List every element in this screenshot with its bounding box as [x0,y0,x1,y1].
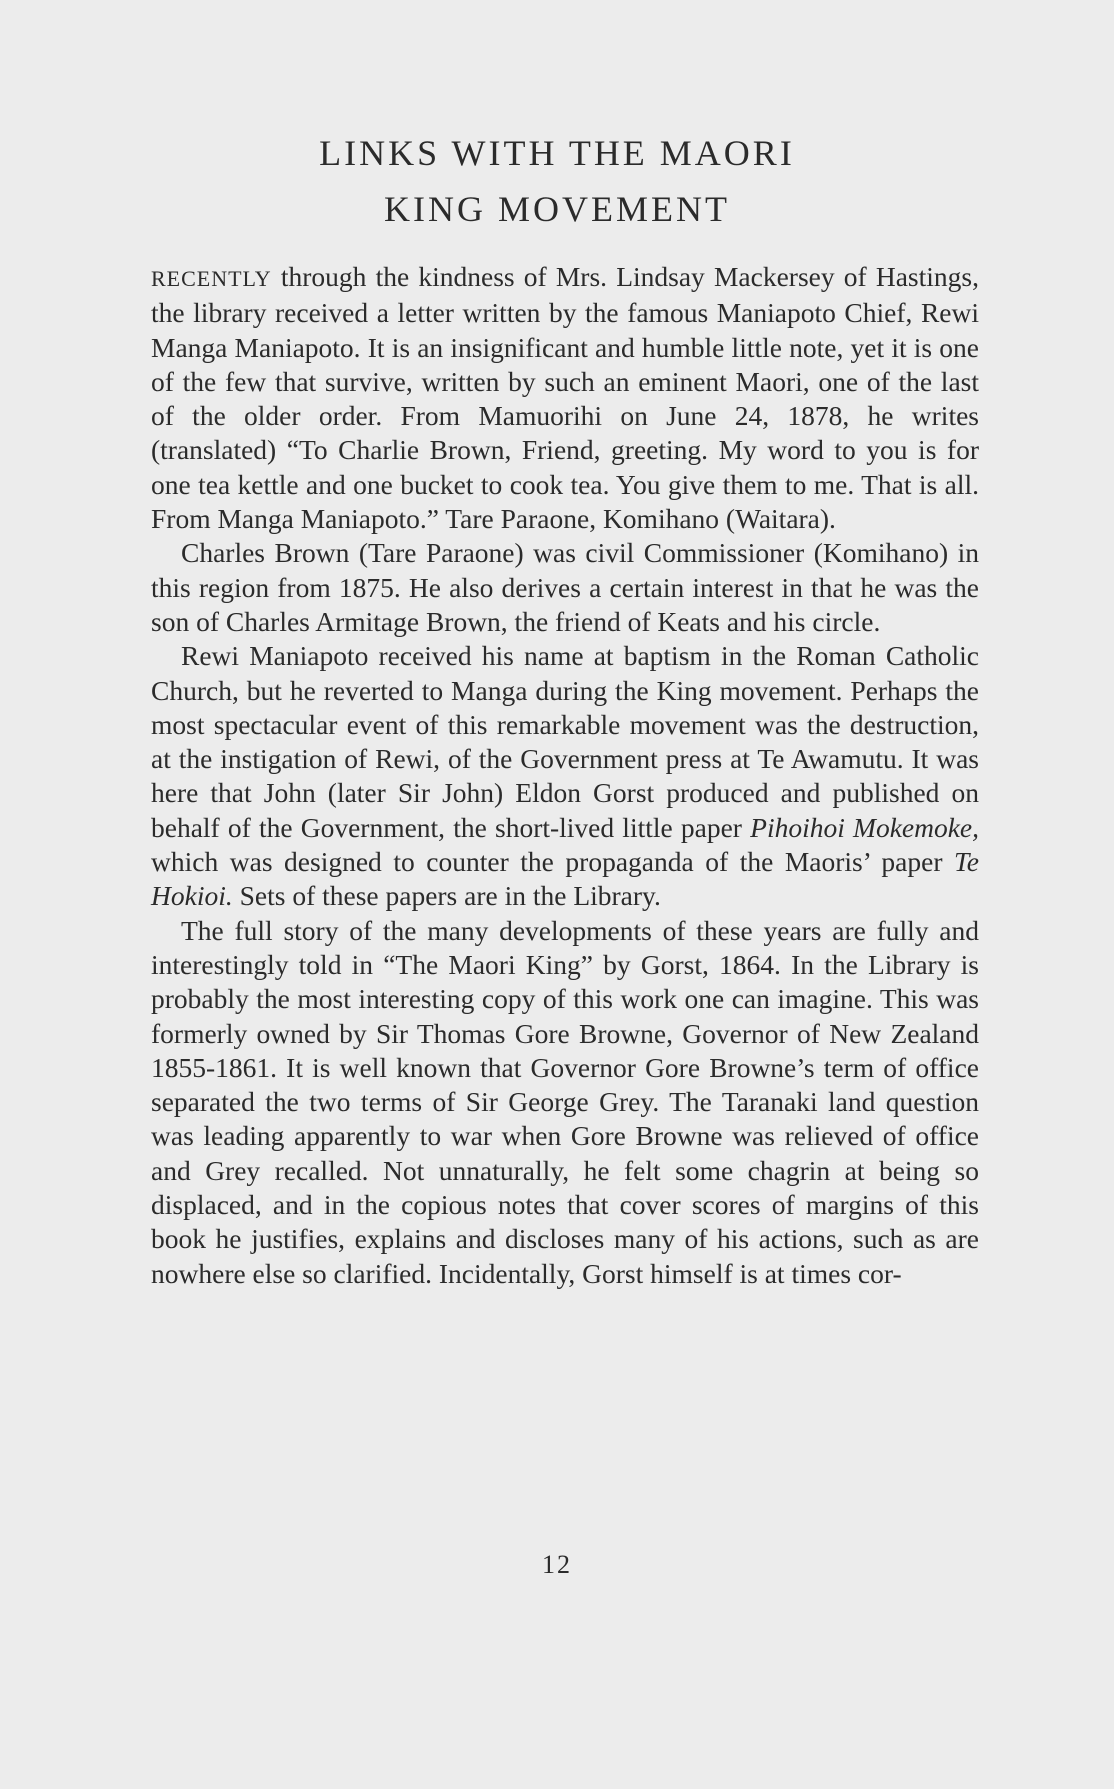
paragraph-3-text-a: Rewi Maniapoto received his name at baptism in the Roman Catholic Church, but he reverted to Manga during the King movement. Perhaps the most spectacular event of this remarkable movement was the destruction, at the instigation of Rewi, of the Government press at Te Awamutu. It was here that John (later Sir John) Eldon Gorst produced and published on behalf of the Government, the short-lived little paper [151,640,979,843]
page-number: 12 [542,1550,572,1579]
paragraph-2-text: Charles Brown (Tare Paraone) was civil Commissioner (Komihano) in this region from 1875. He also derives a certain interest in that he was the son of Charles Armitage Brown, the friend of Keats and his circle. [151,537,979,637]
paragraph-3-text-b: which was designed to counter the propaganda of the Maoris’ paper [151,846,955,878]
article-body [151,260,979,1291]
paper-title-te-hokioi: Te Hokioi. [151,846,979,912]
article-title-line-1: LINKS WITH THE MAORI [319,133,795,173]
paragraph-3 [151,639,979,913]
paragraph-4-text: The full story of the many developments of these years are fully and interestingly told in “The Maori King” by Gorst, 1864. In the Library is probably the most interesting copy of this work one can imagine. This was formerly owned by Sir Thomas Gore Browne, Governor of New Zealand 1855-1861. It is well known that Governor Gore Browne’s term of office separated the two terms of Sir George Grey. The Taranaki land question was leading apparently to war when Gore Browne was relieved of office and Grey recalled. Not unnaturally, he felt some chagrin at being so displaced, and in the copious notes that cover scores of margins of this book he justifies, explains and discloses many of his actions, such as are nowhere else so clarified. Incidentally, Gorst himself is at times cor- [151,914,979,1289]
paragraph-2 [151,536,979,639]
paragraph-3-text-c: Sets of these papers are in the Library. [232,880,661,912]
paragraph-1-text: through the kindness of Mrs. Lindsay Mackersey of Hastings, the library received a letter written by the famous Maniapoto Chief, Rewi Manga Maniapoto. It is an insignificant and humble little note, yet it is one of the few that survive, written by such an eminent Maori, one of the last of the older order. From Mamuorihi on June 24, 1878, he writes (translated) “To Charlie Brown, Friend, greeting. My word to you is for one tea kettle and one bucket to cook tea. You give them to me. That is all. From Manga Maniapoto.” Tare Paraone, Komihano (Waitara). [151,261,979,535]
article-title-line-2: KING MOVEMENT [384,189,730,229]
paragraph-1 [151,260,979,536]
paper-title-pihoihoi-mokemoke: Pihoihoi Mokemoke, [750,811,979,843]
paragraph-4 [151,914,979,1291]
paragraph-lead-word: RECENTLY [151,266,272,291]
